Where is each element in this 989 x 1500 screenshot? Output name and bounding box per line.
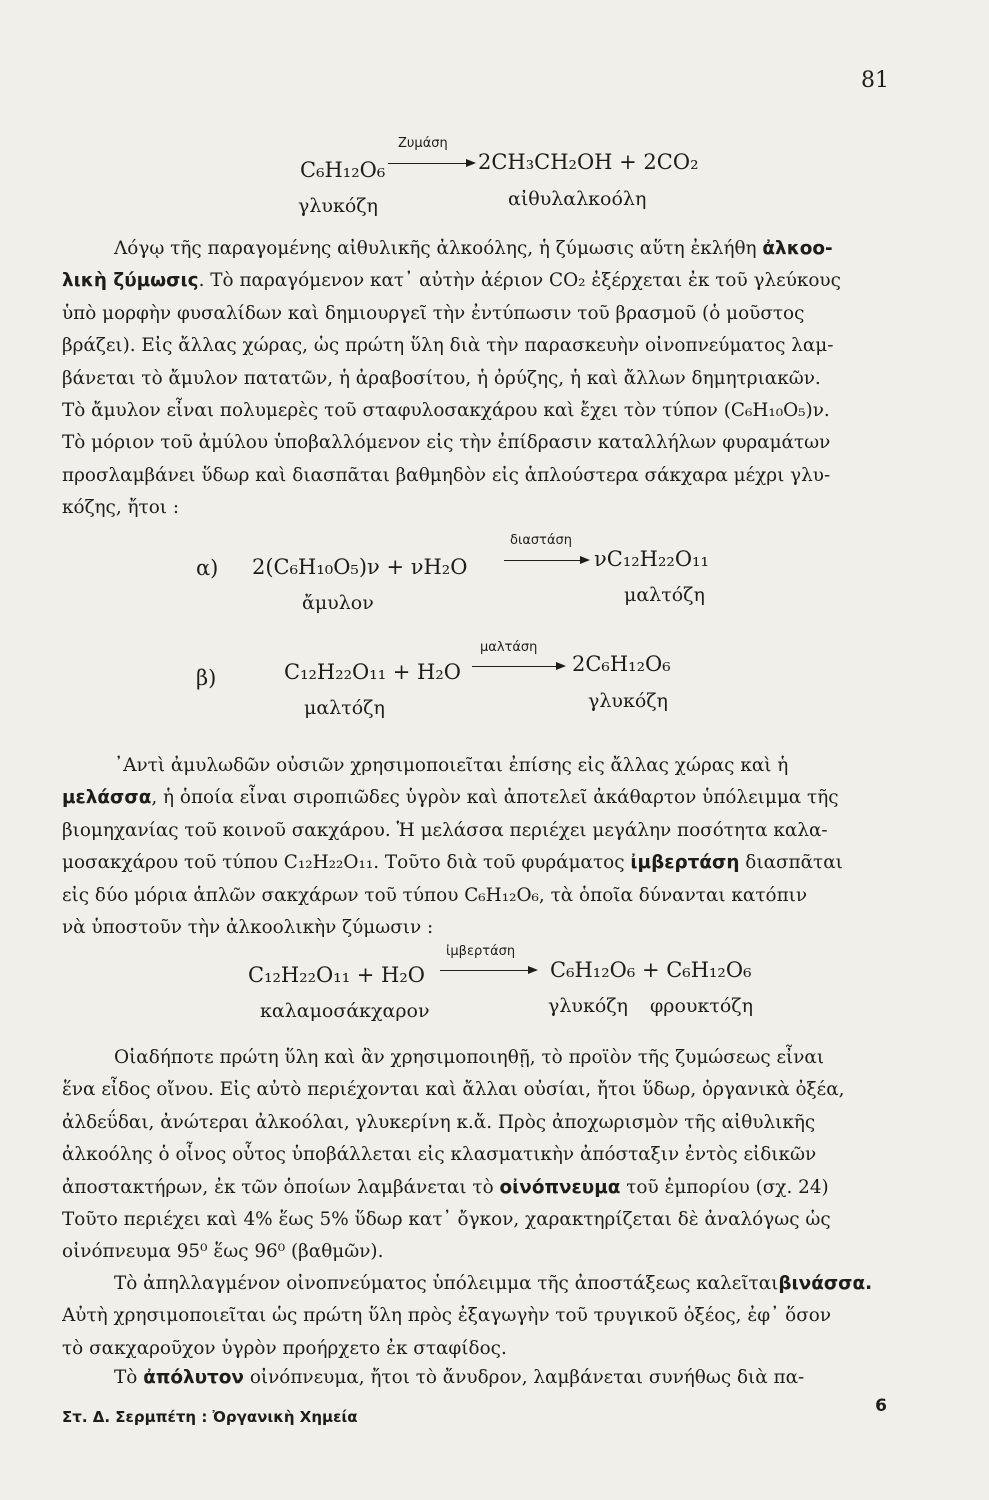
p1-line-8: προσλαμβάνει ὕδωρ καὶ διασπᾶται βαθμηδὸν εἰς ἁπλούστερα σάκχαρα μέχρι γλυ- <box>62 464 831 486</box>
p3-line-5c: τοῦ ἐμπορίου (σχ. 24) <box>620 1176 829 1198</box>
eq1-arrow <box>388 163 474 164</box>
p1-line-1a: Λόγῳ τῆς παραγομένης αἰθυλικῆς ἀλκοόλης, ἡ ζύμωσις αὕτη ἐκλήθη <box>114 238 763 259</box>
p2-line-2: , ἡ ὁποία εἶναι σιροπιῶδες ὑγρὸν καὶ ἀποτελεῖ ἀκάθαρτον ὑπόλειμμα τῆς <box>151 787 839 809</box>
eq3-product: 2C₆H₁₂O₆ <box>572 652 671 676</box>
p3-line-2: ἕνα εἶδος οἴνου. Εἰς αὐτὸ περιέχονται καὶ ἄλλαι οὐσίαι, ἤτοι ὕδωρ, ὀργανικὰ ὀξέα, <box>62 1079 845 1101</box>
p3-line-6: Τοῦτο περιέχει καὶ 4% ἕως 5% ὕδωρ κατ᾽ ὄγκον, χαρακτηρίζεται δὲ ἀναλόγως ὡς <box>62 1208 831 1230</box>
eq1-products: 2CH₃CH₂OH + 2CO₂ <box>478 150 699 174</box>
paragraph-alcoholic-fermentation <box>62 233 910 525</box>
footer-book-title: Στ. Δ. Σερμπέτη : Ὀργανικὴ Χημεία <box>62 1408 358 1426</box>
eq2-product: νC₁₂H₂₂O₁₁ <box>594 547 709 571</box>
eq2-arrow <box>504 560 588 561</box>
p3-line-4: ἀλκοόλης ὁ οἶνος οὗτος ὑποβάλλεται εἰς κλασματικὴν ἀπόσταξιν ἐντὸς εἰδικῶν <box>62 1144 817 1166</box>
eq1-reactant: C₆H₁₂O₆ <box>300 158 386 182</box>
footer-signature-mark: 6 <box>875 1396 887 1416</box>
paragraph-distillation <box>62 1042 910 1269</box>
eq3-arrow <box>472 666 564 667</box>
p3-line-1: Οἱαδήποτε πρώτη ὕλη καὶ ἂν χρησιμοποιηθῇ, τὸ προϊὸν τῆς ζυμώσεως εἶναι <box>114 1047 825 1068</box>
p2-line-6: νὰ ὑποστοῦν τὴν ἀλκοολικὴν ζύμωσιν : <box>62 916 434 938</box>
eq4-label-glucose: γλυκόζη <box>548 995 628 1017</box>
p4-line-3: τὸ σακχαροῦχον ὑγρὸν προήρχετο ἐκ σταφίδος. <box>62 1337 507 1359</box>
paragraph-absolute-alcohol <box>62 1362 910 1394</box>
p2-line-4c: διασπᾶται <box>739 852 843 874</box>
eq3-label-maltose: μαλτόζη <box>304 697 385 719</box>
p2-line-5: εἰς δύο μόρια ἁπλῶν σακχάρων τοῦ τύπου C₆H₁₂O₆, τὰ ὁποῖα δύνανται κατόπιν <box>62 884 808 906</box>
p5-line-1a: Τὸ <box>114 1367 144 1388</box>
paragraph-vinasse <box>62 1268 910 1365</box>
p2-line-1: ᾽Αντὶ ἀμυλωδῶν οὐσιῶν χρησιμοποιεῖται ἐπίσης εἰς ἄλλας χώρας καὶ ἡ <box>114 755 789 776</box>
p1-line-7: Τὸ μόριον τοῦ ἀμύλου ὑποβαλλόμενον εἰς τὴν ἐπίδρασιν καταλλήλων φυραμάτων <box>62 432 831 454</box>
p4-line-1a: Τὸ ἀπηλλαγμένον οἰνοπνεύματος ὑπόλειμμα τῆς ἀποστάξεως καλεῖται <box>114 1273 779 1294</box>
eq1-catalyst: Ζυμάση <box>398 136 448 151</box>
p3-term-alcohol: οἰνόπνευμα <box>499 1176 621 1198</box>
p2-term-molasses: μελάσσα <box>62 787 152 809</box>
p1-term-alcoholic: ἀλκοο- <box>762 238 833 259</box>
eq4-label-fructose: φρουκτόζη <box>650 995 753 1017</box>
paragraph-molasses <box>62 750 910 944</box>
p1-term-fermentation: λικὴ ζύμωσις <box>62 270 199 292</box>
eq4-products: C₆H₁₂O₆ + C₆H₁₂O₆ <box>550 958 752 982</box>
eq2-label-maltose: μαλτόζη <box>624 584 705 606</box>
eq4-arrow <box>440 970 536 971</box>
eq3-tag: β) <box>196 666 217 690</box>
eq2-label-starch: ἄμυλον <box>302 592 374 614</box>
p5-term-absolute: ἀπόλυτον <box>143 1367 244 1388</box>
p1-line-4: βράζει). Εἰς ἄλλας χώρας, ὡς πρώτη ὕλη διὰ τὴν παρασκευὴν οἰνοπνεύματος λαμ- <box>62 335 834 357</box>
p1-line-2: . Τὸ παραγόμενον κατ᾽ αὐτὴν ἀέριον CO₂ ἐξέρχεται ἐκ τοῦ γλεύκους <box>198 270 841 292</box>
p2-term-invertase: ἰμβερτάση <box>630 852 740 874</box>
p3-line-3: ἀλδεΰδαι, ἀνώτεραι ἀλκοόλαι, γλυκερίνη κ.ἄ. Πρὸς ἀποχωρισμὸν τῆς αἰθυλικῆς <box>62 1111 816 1133</box>
p2-line-4a: μοσακχάρου τοῦ τύπου C₁₂H₂₂O₁₁. Τοῦτο διὰ τοῦ φυράματος <box>62 852 631 874</box>
p5-line-1c: οἰνόπνευμα, ἤτοι τὸ ἄνυδρον, λαμβάνεται συνήθως διὰ πα- <box>243 1367 805 1388</box>
p1-line-5: βάνεται τὸ ἄμυλον πατατῶν, ἡ ἀραβοσίτου, ἡ ὀρύζης, ἡ καὶ ἄλλων δημητριακῶν. <box>62 367 821 389</box>
p3-line-5a: ἀποστακτήρων, ἐκ τῶν ὁποίων λαμβάνεται τὸ <box>62 1176 500 1198</box>
eq1-label-ethanol: αἰθυλαλκοόλη <box>508 188 647 210</box>
eq1-label-glucose: γλυκόζη <box>298 195 378 217</box>
eq4-catalyst: ἰμβερτάση <box>446 944 516 959</box>
p1-line-6: Τὸ ἄμυλον εἶναι πολυμερὲς τοῦ σταφυλοσακχάρου καὶ ἔχει τὸν τύπον (C₆H₁₀O₅)ν. <box>62 399 830 421</box>
eq3-catalyst: μαλτάση <box>480 640 538 655</box>
p1-line-3: ὑπὸ μορφὴν φυσαλίδων καὶ δημιουργεῖ τὴν ἐντύπωσιν τοῦ βρασμοῦ (ὁ μοῦστος <box>62 302 805 324</box>
p3-line-7: οἰνόπνευμα 95⁰ ἕως 96⁰ (βαθμῶν). <box>62 1241 384 1263</box>
p2-line-3: βιομηχανίας τοῦ κοινοῦ σακχάρου. Ἡ μελάσσα περιέχει μεγάλην ποσότητα καλα- <box>62 819 828 841</box>
eq2-reactants: 2(C₆H₁₀O₅)ν + νH₂O <box>252 555 468 579</box>
p1-line-9: κόζης, ἤτοι : <box>62 497 180 519</box>
eq4-reactants: C₁₂H₂₂O₁₁ + H₂O <box>248 963 426 987</box>
p4-line-2: Αὐτὴ χρησιμοποιεῖται ὡς πρώτη ὕλη πρὸς ἐξαγωγὴν τοῦ τρυγικοῦ ὀξέος, ἐφ᾽ ὅσον <box>62 1305 832 1327</box>
eq4-label-sucrose: καλαμοσάκχαρον <box>260 1000 430 1022</box>
page-number: 81 <box>861 68 889 93</box>
eq3-reactants: C₁₂H₂₂O₁₁ + H₂O <box>284 660 462 684</box>
eq3-label-glucose: γλυκόζη <box>588 690 668 712</box>
eq2-catalyst: διαστάση <box>510 533 573 548</box>
eq2-tag: α) <box>196 556 219 580</box>
p4-term-vinasse: βινάσσα. <box>778 1273 873 1294</box>
